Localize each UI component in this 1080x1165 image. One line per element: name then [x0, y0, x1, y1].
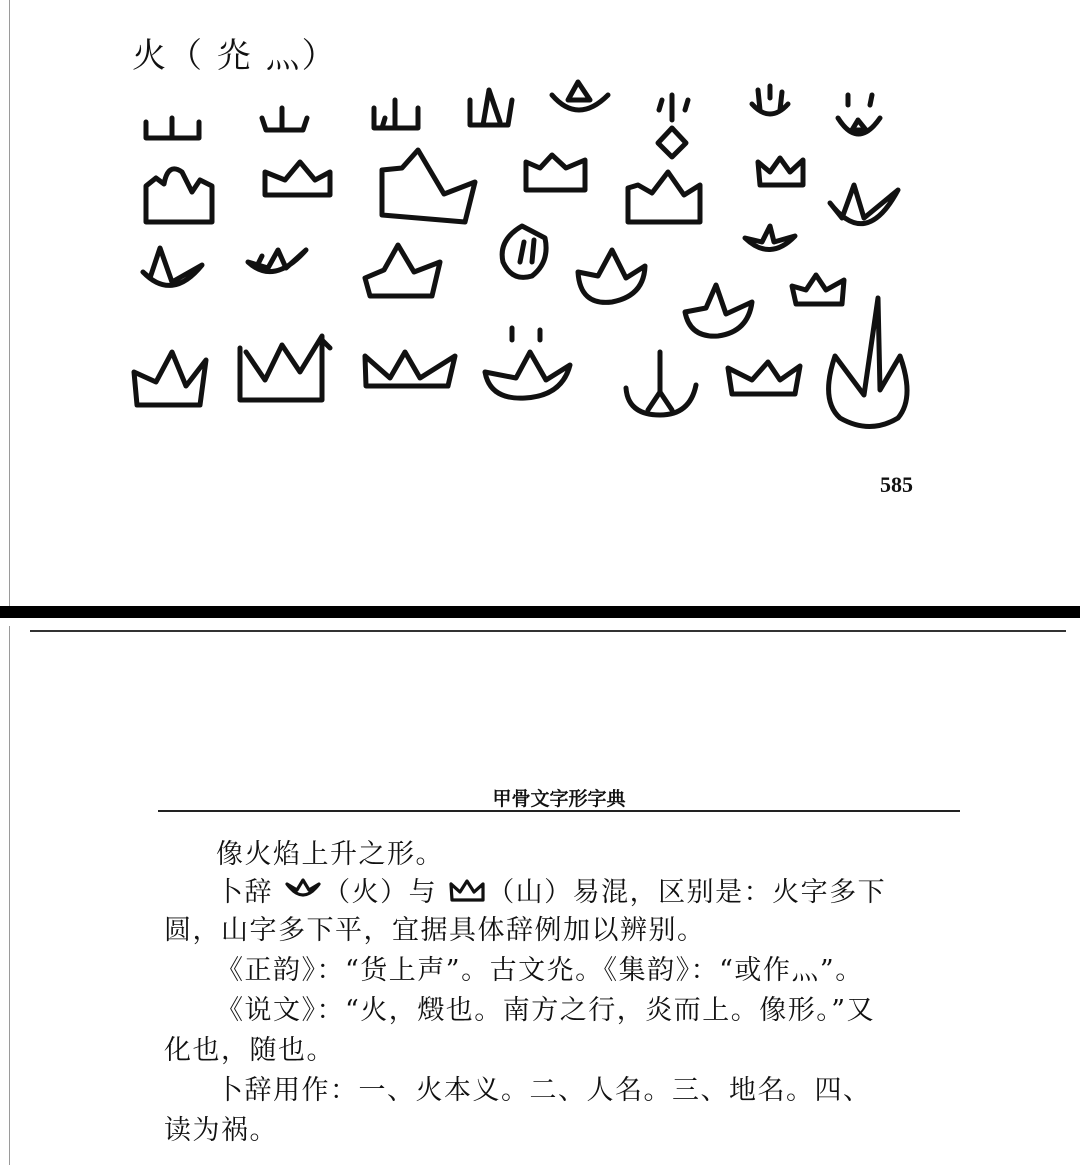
huo-form-13 [628, 172, 700, 222]
huo-form-20 [578, 250, 645, 302]
huo-form-21 [745, 226, 795, 250]
huo-form-12 [526, 155, 585, 190]
huo-form-11 [382, 150, 475, 222]
huo-form-28 [626, 352, 696, 415]
huo-form-6 [658, 95, 688, 157]
entry-heading: 火（ 灮 灬） [132, 36, 338, 76]
huo-form-23 [792, 275, 844, 304]
glyph-gloss-shan: （山）易混，区别是：火字多下 [487, 877, 887, 908]
paragraph-usage-cont: 读为祸。 [164, 1115, 278, 1146]
huo-form-25 [240, 336, 330, 400]
paragraph-distinction-cont: 圆，山字多下平，宜据具体辞例加以辨别。 [164, 915, 706, 946]
huo-form-14 [758, 158, 803, 185]
paragraph-shuowen-cont: 化也，随也。 [164, 1035, 335, 1066]
glyph-gloss-huo: （火）与 [323, 877, 438, 908]
paragraph-usage: 卜辞用作：一、火本义。二、人名。三、地名。四、 [216, 1075, 872, 1106]
huo-form-17 [248, 250, 306, 272]
inline-glyph-huo [283, 876, 323, 904]
header-rule [158, 810, 960, 812]
huo-form-18 [365, 245, 440, 296]
huo-form-26 [365, 352, 455, 386]
inline-glyph-shan [447, 876, 487, 904]
huo-form-27 [485, 328, 570, 398]
huo-form-19 [502, 226, 546, 277]
huo-form-10 [265, 162, 330, 195]
huo-form-8 [838, 95, 880, 134]
huo-form-5 [552, 82, 608, 110]
distinction-lead: 卜辞 [216, 877, 273, 908]
huo-form-29 [728, 362, 800, 394]
page-number: 585 [880, 472, 913, 497]
huo-form-2 [262, 108, 307, 130]
huo-form-1 [146, 118, 199, 138]
huo-form-7 [752, 86, 788, 114]
huo-form-16 [143, 248, 202, 285]
huo-form-9 [146, 169, 212, 222]
paragraph-definition: 像火焰上升之形。 [216, 839, 444, 870]
oracle-bone-glyph-grid [0, 0, 1080, 460]
huo-form-24 [134, 352, 206, 405]
page-edge-line [9, 626, 10, 1165]
huo-form-4 [470, 90, 512, 125]
paragraph-shuowen: 《说文》：“火，燬也。南方之行，炎而上。像形。”又 [216, 995, 876, 1026]
huo-form-30 [829, 298, 907, 427]
running-header: 甲骨文字形字典 [492, 788, 626, 810]
paragraph-distinction [164, 870, 886, 909]
huo-form-15 [830, 185, 898, 224]
huo-form-22 [685, 285, 752, 336]
paragraph-zhengyun: 《正韵》：“货上声”。古文灮。《集韵》：“或作灬”。 [216, 955, 864, 986]
huo-form-3 [374, 100, 418, 128]
